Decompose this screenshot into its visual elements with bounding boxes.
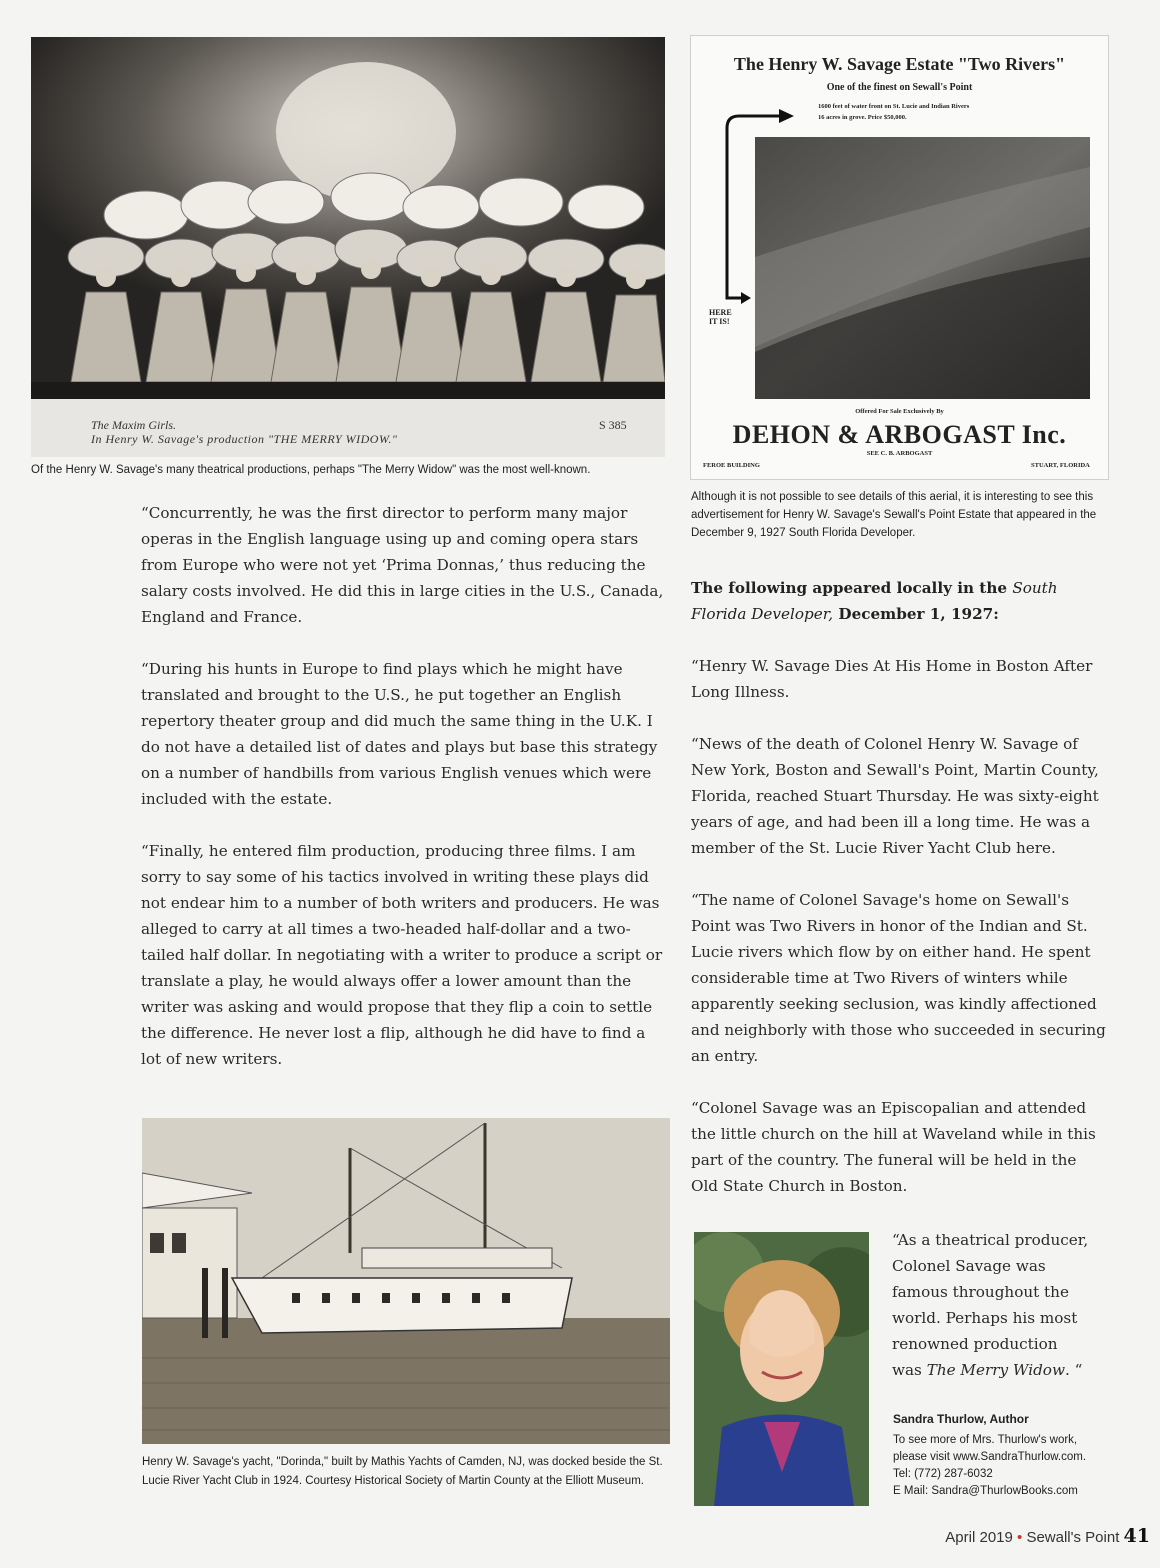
maxim-figure-caption: Of the Henry W. Savage's many theatrical productions, perhaps "The Merry Widow" was the most well-known. xyxy=(31,464,591,476)
right-paragraph-2: “News of the death of Colonel Henry W. Savage of New York, Boston and Sewall's Point, Martin County, Florida, reached Stuart Thursday. He was sixty-eight years of age, and had been ill a long time. He was a member of the St. Lucie River Yacht Club here. xyxy=(691,735,1099,857)
estate-advertisement xyxy=(690,35,1109,480)
yacht-photo-image xyxy=(142,1118,670,1444)
heading-part-c: December 1, 1927: xyxy=(833,605,999,623)
right-article-heading xyxy=(691,575,1101,627)
heading-publication: South Florida Developer, xyxy=(691,579,1058,623)
author-quote-text: “As a theatrical producer, Colonel Savage was famous throughout the world. Perhaps his most renowned production was xyxy=(892,1231,1089,1379)
maxim-plate-number: S 385 xyxy=(599,418,627,432)
right-paragraph-1: “Henry W. Savage Dies At His Home in Boston After Long Illness. xyxy=(691,657,1093,701)
author-photo xyxy=(694,1232,869,1506)
page-footer xyxy=(880,1525,1150,1547)
author-portrait-image xyxy=(694,1232,869,1506)
author-quote-title: The Merry Widow xyxy=(926,1361,1065,1379)
right-article-column xyxy=(691,653,1106,1225)
ad-subtitle: One of the finest on Sewall's Point xyxy=(826,82,973,93)
left-paragraph-3: “Finally, he entered film production, producing three films. I am sorry to say some of his tactics involved in writing these plays did not endear him to a number of both writers and producers. He was alleged to carry at all times a two-headed half-dollar and a two-tailed half dollar. In negotiating with a writer to produce a script or translate a play, he would always offer a lower amount than the writer was asking and would propose that they flip a coin to settle the difference. He never lost a flip, although he did have to find a lot of new writers. xyxy=(141,842,663,1068)
footer-bullet: • xyxy=(1017,1529,1023,1546)
ad-offered: Offered For Sale Exclusively By xyxy=(855,408,944,415)
yacht-figure-caption: Henry W. Savage's yacht, "Dorinda," built by Mathis Yachts of Camden, NJ, was docked beside the St. Lucie River Yacht Club in 1924. Courtesy Historical Society of Martin County at the Elliott Museum. xyxy=(142,1456,663,1487)
ad-company: DEHON & ARBOGAST Inc. xyxy=(732,420,1067,449)
right-paragraph-3: “The name of Colonel Savage's home on Sewall's Point was Two Rivers in honor of the Indian and St. Lucie rivers which flow by on either hand. He spent considerable time at Two Rivers of winters while apparently seeking seclusion, was kindly affectioned and neighborly with those who succeeded in securing an entry. xyxy=(691,891,1106,1065)
maxim-girls-photo-image xyxy=(31,37,665,399)
left-paragraph-1: “Concurrently, he was the first director to perform many major operas in the English language using up and coming opera stars from Europe who were not yet ‘Prima Donnas,’ thus reducing the salary costs involved. He did this in large cities in the U.S., Canada, England and France. xyxy=(141,504,664,626)
author-quote xyxy=(892,1227,1092,1383)
ad-here-label: HERE IT IS! xyxy=(709,308,732,326)
right-paragraph-4: “Colonel Savage was an Episcopalian and attended the little church on the hill at Waveland while in this part of the country. The funeral will be held in the Old State Church in Boston. xyxy=(691,1099,1096,1195)
left-paragraph-2: “During his hunts in Europe to find plays which he might have translated and brought to the U.S., he put together an English repertory theater group and did much the same thing in the U.K. I do not have a detailed list of dates and plays but base this strategy on a number of handbills from various English venues which were included with the estate. xyxy=(141,660,658,808)
maxim-caption-line1: The Maxim Girls. xyxy=(91,418,176,432)
ad-detail-1: 1600 feet of water front on St. Lucie and Indian Rivers xyxy=(818,103,970,110)
ad-see: SEE C. B. ARBOGAST xyxy=(866,450,933,457)
ad-figure-caption: Although it is not possible to see details of this aerial, it is interesting to see this advertisement for Henry W. Savage's Sewall's Point Estate that appeared in the December 9, 1927 South Florida Developer. xyxy=(691,491,1097,539)
author-quote-end: . “ xyxy=(1064,1361,1083,1379)
ad-city: STUART, FLORIDA xyxy=(1031,462,1090,469)
maxim-caption-line2: In Henry W. Savage's production "THE MERRY WIDOW." xyxy=(91,432,398,446)
maxim-girls-photo xyxy=(31,37,665,399)
yacht-photo xyxy=(142,1118,670,1444)
footer-date: April 2019 xyxy=(945,1529,1013,1546)
heading-part-a: The following appeared locally in the xyxy=(691,579,1013,597)
author-contact-line: To see more of Mrs. Thurlow's work, please visit www.SandraThurlow.com. Tel: (772) 287-6032 xyxy=(893,1434,1087,1480)
aerial-photo xyxy=(755,137,1090,399)
author-name: Sandra Thurlow, Author xyxy=(893,1412,1029,1426)
footer-publication: Sewall's Point xyxy=(1026,1529,1120,1546)
aerial-photo-image xyxy=(755,137,1090,399)
ad-detail-2: 16 acres in grove. Price $50,000. xyxy=(818,114,907,121)
footer-page-number: 41 xyxy=(1123,1525,1150,1547)
author-email: E Mail: Sandra@ThurlowBooks.com xyxy=(893,1485,1078,1497)
maxim-girls-figure xyxy=(31,37,665,457)
ad-building: FEROE BUILDING xyxy=(703,462,760,469)
ad-title: The Henry W. Savage Estate "Two Rivers" xyxy=(733,54,1066,74)
left-article-column xyxy=(141,500,665,1098)
